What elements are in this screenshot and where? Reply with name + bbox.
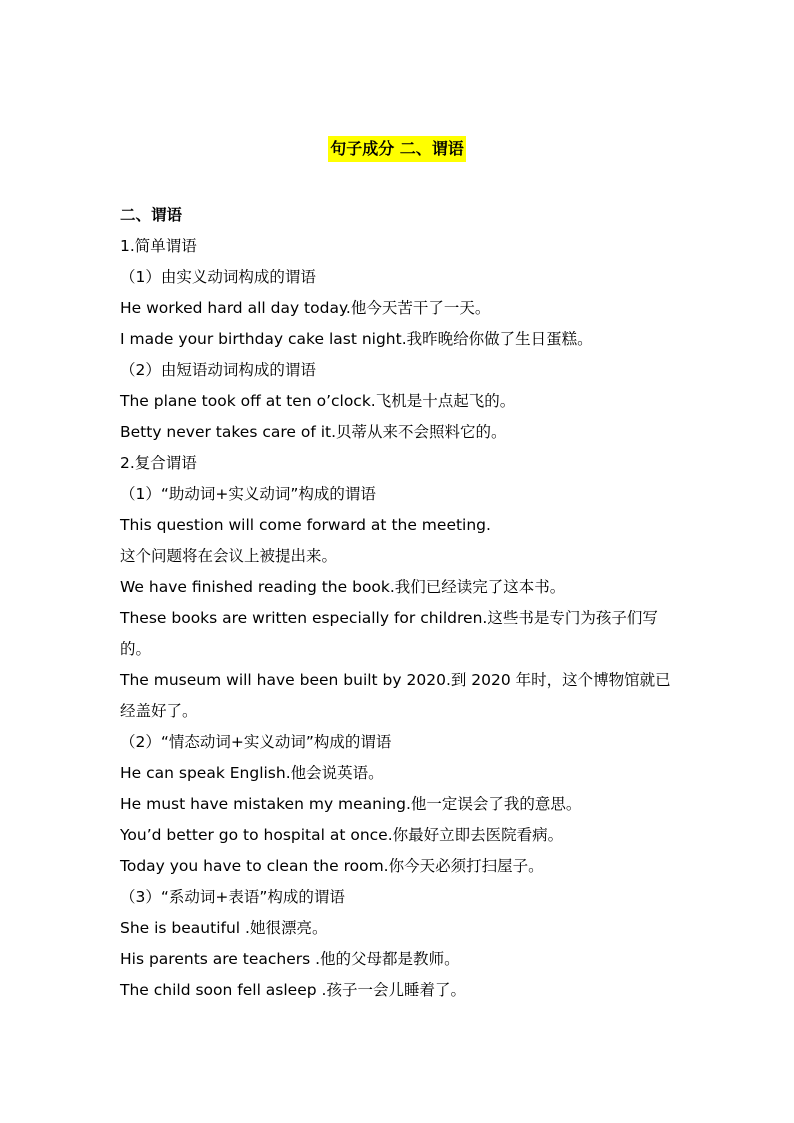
example-sentence: The plane took off at ten o’clock.飞机是十点起飞的。 — [120, 392, 516, 410]
example-sentence: These books are written especially for children.这些书是专门为孩子们写 — [120, 609, 658, 627]
title-wrapper — [0, 136, 794, 162]
example-sentence: This question will come forward at the meeting. — [120, 516, 491, 534]
example-sentence: The child soon fell asleep .孩子一会儿睡着了。 — [120, 981, 466, 999]
example-sentence-continued: 经盖好了。 — [120, 702, 198, 720]
example-translation: 这个问题将在会议上被提出来。 — [120, 547, 338, 565]
point-linking-verb: （3）“系动词+表语”构成的谓语 — [120, 888, 345, 906]
point-auxiliary-verb: （1）“助动词+实义动词”构成的谓语 — [120, 485, 376, 503]
point-modal-verb: （2）“情态动词+实义动词”构成的谓语 — [120, 733, 392, 751]
example-sentence: She is beautiful .她很漂亮。 — [120, 919, 328, 937]
example-sentence: Betty never takes care of it.贝蒂从来不会照料它的。 — [120, 423, 507, 441]
example-sentence: I made your birthday cake last night.我昨晚给你做了生日蛋糕。 — [120, 330, 593, 348]
page-title: 句子成分 二、谓语 — [328, 136, 466, 162]
document-body — [120, 200, 680, 1006]
example-sentence: We have finished reading the book.我们已经读完了这本书。 — [120, 578, 566, 596]
example-sentence: Today you have to clean the room.你今天必须打扫屋子。 — [120, 857, 544, 875]
example-sentence: You’d better go to hospital at once.你最好立即去医院看病。 — [120, 826, 564, 844]
example-sentence: He worked hard all day today.他今天苦干了一天。 — [120, 299, 491, 317]
subsection-simple-predicate: 1.简单谓语 — [120, 237, 197, 255]
example-sentence-continued: 的。 — [120, 640, 152, 658]
example-sentence: He can speak English.他会说英语。 — [120, 764, 384, 782]
section-heading-predicate: 二、谓语 — [120, 206, 183, 224]
example-sentence: He must have mistaken my meaning.他一定误会了我的意思。 — [120, 795, 582, 813]
example-sentence: His parents are teachers .他的父母都是教师。 — [120, 950, 460, 968]
subsection-compound-predicate: 2.复合谓语 — [120, 454, 197, 472]
point-notional-verb: （1）由实义动词构成的谓语 — [120, 268, 316, 286]
point-phrasal-verb: （2）由短语动词构成的谓语 — [120, 361, 316, 379]
example-sentence: The museum will have been built by 2020.到 2020 年时，这个博物馆就已 — [120, 671, 671, 689]
